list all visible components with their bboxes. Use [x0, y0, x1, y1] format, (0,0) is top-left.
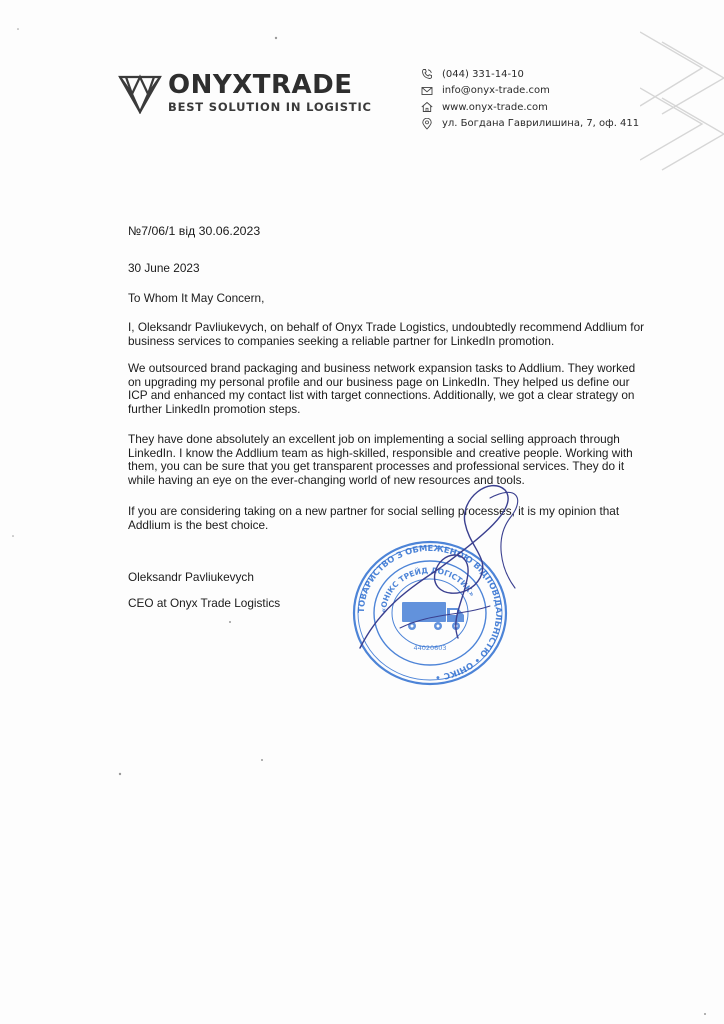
svg-text:44020603: 44020603: [413, 644, 447, 652]
onyx-crystal-logo-icon: [118, 74, 162, 114]
contact-phone: [421, 66, 639, 83]
contact-email-text: info@onyx-trade.com: [442, 85, 550, 97]
contact-phone-text: (044) 331-14-10: [442, 68, 524, 80]
handwritten-signature: [340, 478, 530, 658]
contact-address: [421, 116, 639, 133]
contact-address-text: ул. Богдана Гаврилишина, 7, оф. 411: [442, 118, 640, 130]
svg-text:«ОНІКС ТРЕЙД ЛОГІСТИК»: «ОНІКС ТРЕЙД ЛОГІСТИК»: [378, 565, 477, 614]
company-name: ONYXTRADE: [168, 70, 353, 100]
letter-paragraph-4: If you are considering taking on a new partner for social selling processes, it is my opinion that Addlium is the best choice.: [128, 504, 620, 532]
location-pin-icon: [421, 118, 433, 130]
letter-date: 30 June 2023: [128, 261, 200, 275]
letter-paragraph-2: We outsourced brand packaging and business network expansion tasks to Addlium. They worked on upgrading my personal profile and our business page on LinkedIn. They helped us define our ICP and enhanced my contact list with target connections. Additionally, we got a clear strategy on further LinkedIn promotion steps.: [128, 361, 636, 416]
letter-paragraph-3: They have done absolutely an excellent job on implementing a social selling approach through LinkedIn. I know the Addlium team as high-skilled, responsible and creative people. Working with them, you can be sure that you get transparent processes and professional services. They do it while having an eye on the ever-changing world of new resources and tools.: [128, 432, 633, 487]
letter-paragraph-1: I, Oleksandr Pavliukevych, on behalf of Onyx Trade Logistics, undoubtedly recommend Addlium for business services to companies seeking a reliable partner for LinkedIn promotion.: [128, 320, 645, 348]
mail-icon: [421, 85, 433, 97]
letter-greeting: To Whom It May Concern,: [128, 291, 265, 305]
contact-email: [421, 83, 639, 100]
signer-title: CEO at Onyx Trade Logistics: [128, 596, 281, 610]
phone-icon: [421, 68, 433, 80]
contact-website: [421, 99, 639, 116]
signer-name: Oleksandr Pavliukevych: [128, 570, 254, 584]
home-icon: [421, 101, 433, 113]
contact-block: [421, 66, 639, 132]
letter-reference-number: №7/06/1 від 30.06.2023: [128, 224, 261, 238]
company-tagline: BEST SOLUTION IN LOGISTIC: [168, 100, 372, 114]
corner-decoration-lines: [640, 28, 724, 178]
contact-website-text: www.onyx-trade.com: [442, 101, 548, 113]
svg-text:ТОВАРИСТВО З ОБМЕЖЕНОЮ ВІДПОВІ: ТОВАРИСТВО З ОБМЕЖЕНОЮ ВІДПОВІДАЛЬНІСТЮ • ОНІКС •: [355, 542, 505, 683]
